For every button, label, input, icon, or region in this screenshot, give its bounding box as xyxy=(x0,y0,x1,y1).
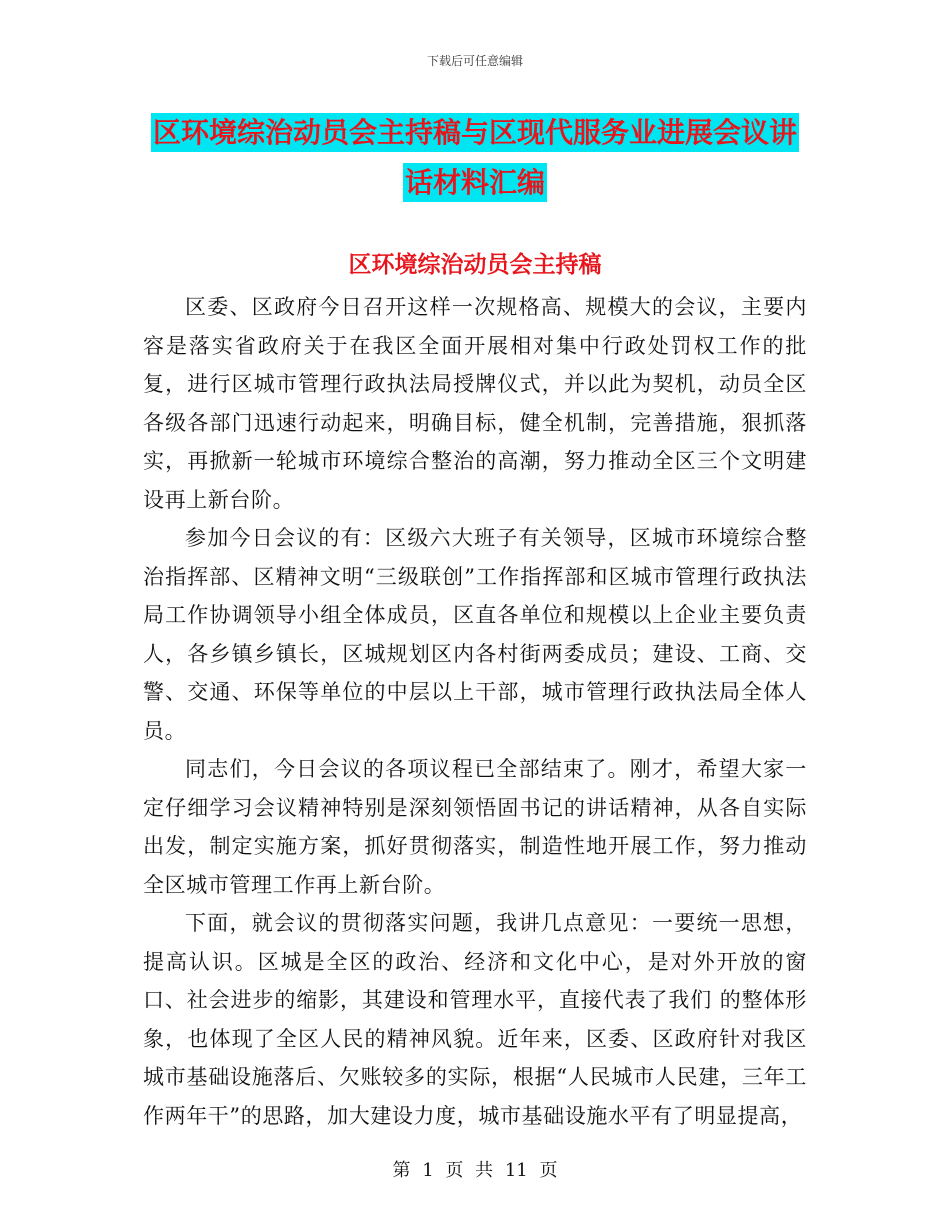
document-title xyxy=(140,108,810,208)
document-body xyxy=(143,288,807,1135)
page-footer: 第 1 页 共 11 页 xyxy=(392,1160,558,1181)
header-note: 下载后可任意编辑 xyxy=(426,54,523,68)
paragraph: 参加今日会议的有：区级六大班子有关领导，区城市环境综合整治指挥部、区精神文明“三级联创”工作指挥部和区城市管理行政执法局工作协调领导小组全体成员，区直各单位和规模以上企业主要负责人，各乡镇乡镇长，区城规划区内各村街两委成员；建设、工商、交警、交通、环保等单位的中层以上干部，城市管理行政执法局全体人员。 xyxy=(143,526,807,743)
paragraph: 下面，就会议的贯彻落实问题，我讲几点意见：一要统一思想，提高认识。区城是全区的政治、经济和文化中心，是对外开放的窗口、社会进步的缩影，其建设和管理水平，直接代表了我们 的整体形象，也体现了全区人民的精神风貌。近年来，区委、区政府针对我区城市基础设施落后、欠账较多的实际，根据“人民城市人民建，三年工作两年干”的思路，加大建设力度，城市基础设施水平有了明显提高， xyxy=(143,911,807,1128)
section-title: 区环境综治动员会主持稿 xyxy=(348,252,602,278)
paragraph: 同志们，今日会议的各项议程已全部结束了。刚才，希望大家一定仔细学习会议精神特别是深刻领悟固书记的讲话精神，从各自实际出发，制定实施方案，抓好贯彻落实，制造性地开展工作，努力推动全区城市管理工作再上新台阶。 xyxy=(143,757,807,897)
paragraph: 区委、区政府今日召开这样一次规格高、规模大的会议，主要内容是落实省政府关于在我区全面开展相对集中行政处罚权工作的批复，进行区城市管理行政执法局授牌仪式，并以此为契机，动员全区各级各部门迅速行动起来，明确目标，健全机制，完善措施，狠抓落实，再掀新一轮城市环境综合整治的高潮，努力推动全区三个文明建设再上新台阶。 xyxy=(143,295,807,512)
document-title-text: 区环境综治动员会主持稿与区现代服务业进展会议讲话材料汇编 xyxy=(151,113,799,202)
